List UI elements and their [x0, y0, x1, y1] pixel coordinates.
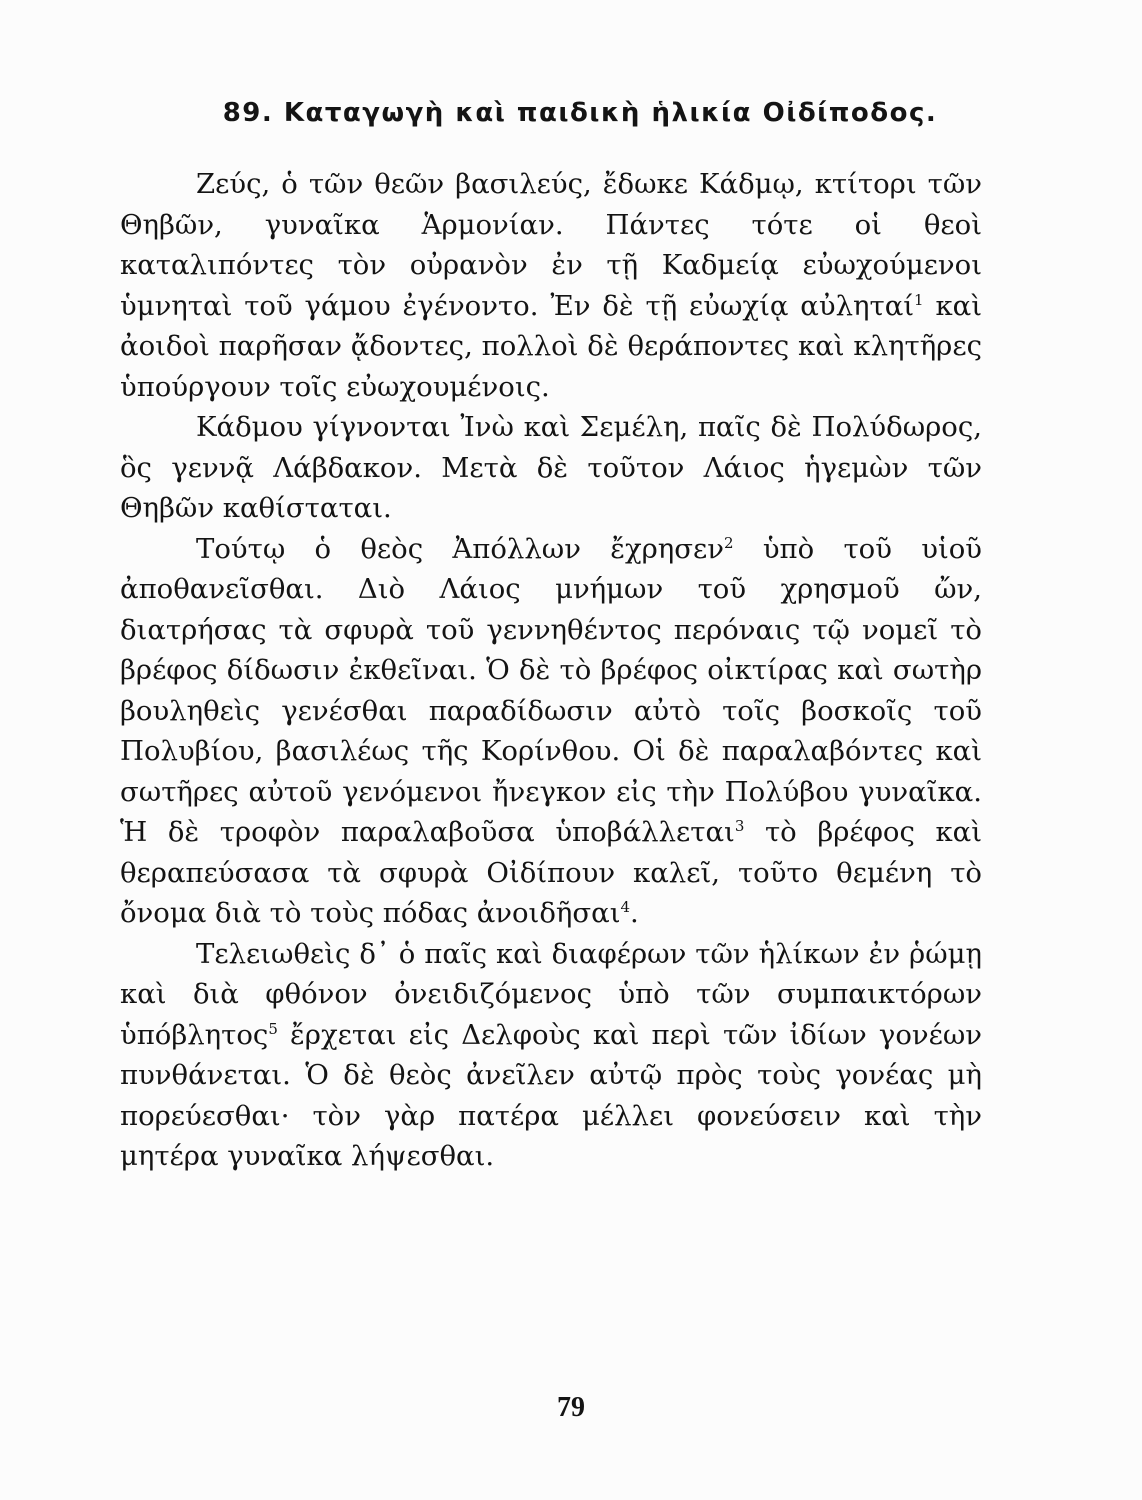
text-run: Ζεύς, ὁ τῶν θεῶν βασιλεύς, ἔδωκε Κάδμῳ, κτίτορι τῶν Θηβῶν, γυναῖκα Ἁρμονίαν. Πάντες τότε οἱ θεοὶ καταλιπόντες τὸν οὐρανὸν ἐν τῇ Καδμείᾳ εὐωχούμενοι ὑμνηταὶ τοῦ γάμου ἐγένοντο. Ἐν δὲ τῇ εὐωχίᾳ αὐληταί [120, 168, 982, 322]
body-text [120, 164, 982, 1177]
paragraph [120, 164, 982, 407]
chapter-heading: 89. Καταγωγὴ καὶ παιδικὴ ἡλικία Οἰδίποδος. [222, 98, 938, 128]
page-number: 79 [557, 1392, 585, 1423]
paragraph [120, 407, 982, 529]
footnote-marker: 4 [620, 897, 631, 916]
text-run: Τούτῳ ὁ θεὸς Ἀπόλλων ἔχρησεν [196, 532, 724, 565]
footnote-marker: 1 [914, 290, 924, 309]
text-run: καὶ ἀοιδοὶ παρῆσαν ᾄδοντες, πολλοὶ δὲ θεράποντες καὶ κλητῆρες ὑπούργουν τοῖς εὐωχουμένοις. [120, 289, 982, 403]
footnote-marker: 2 [724, 533, 734, 552]
paragraph [120, 934, 982, 1177]
footnote-marker: 3 [734, 816, 745, 835]
text-run: ὑπὸ τοῦ υἱοῦ ἀποθανεῖσθαι. Διὸ Λάιος μνήμων τοῦ χρησμοῦ ὤν, διατρήσας τὰ σφυρὰ τοῦ γεννηθέντος περόναις τῷ νομεῖ τὸ βρέφος δίδωσιν ἐκθεῖναι. Ὁ δὲ τὸ βρέφος οἰκτίρας καὶ σωτὴρ βουληθεὶς γενέσθαι παραδίδωσιν αὐτὸ τοῖς βοσκοῖς τοῦ Πολυβίου, βασιλέως τῆς Κορίνθου. Οἱ δὲ παραλαβόντες καὶ σωτῆρες αὐτοῦ γενόμενοι ἤνεγκον εἰς τὴν Πολύβου γυναῖκα. Ἡ δὲ τροφὸν παραλαβοῦσα ὑποβάλλεται [120, 532, 983, 848]
text-run: Τελειωθεὶς δ᾽ ὁ παῖς καὶ διαφέρων τῶν ἡλίκων ἐν ῥώμῃ καὶ διὰ φθόνον ὀνειδιζόμενος ὑπὸ τῶν συμπαικτόρων ὑπόβλητος [120, 937, 982, 1051]
text-run: ἔρχεται εἰς Δελφοὺς καὶ περὶ τῶν ἰδίων γονέων πυνθάνεται. Ὁ δὲ θεὸς ἀνεῖλεν αὐτῷ πρὸς τοὺς γονέας μὴ πορεύεσθαι· τὸν γὰρ πατέρα μέλλει φονεύσειν καὶ τὴν μητέρα γυναῖκα λήψεσθαι. [120, 1018, 982, 1172]
paragraph [120, 529, 982, 934]
text-run: τὸ βρέφος καὶ θεραπεύσασα τὰ σφυρὰ Οἰδίπουν καλεῖ, τοῦτο θεμένη τὸ ὄνομα διὰ τὸ τοὺς πόδας ἀνοιδῆσαι [120, 816, 982, 929]
text-run: Κάδμου γίγνονται Ἰνὼ καὶ Σεμέλη, παῖς δὲ Πολύδωρος, ὃς γεννᾷ Λάβδακον. Μετὰ δὲ τοῦτον Λάιος ἡγεμὼν τῶν Θηβῶν καθίσταται. [120, 411, 982, 524]
footnote-marker: 5 [268, 1019, 278, 1038]
text-run: . [630, 897, 639, 929]
